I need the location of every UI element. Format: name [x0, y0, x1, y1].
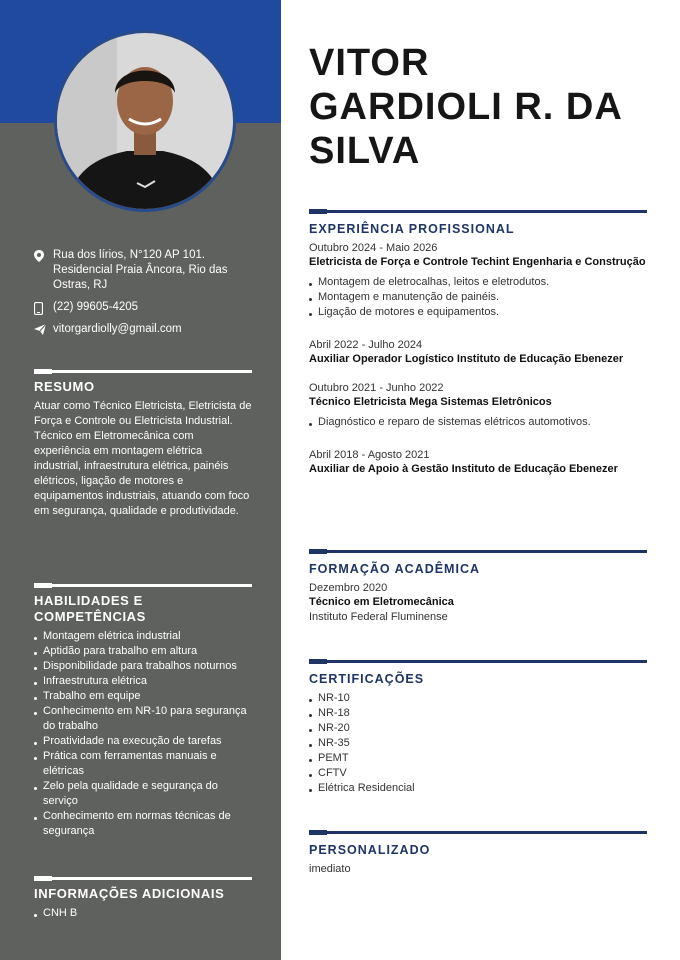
contact-address — [34, 248, 264, 293]
list-item: Trabalho em equipe — [34, 689, 252, 704]
job-bullets — [309, 275, 647, 320]
list-item: Zelo pela qualidade e segurança do serviço — [34, 779, 252, 809]
profile-photo — [54, 30, 236, 212]
job-entry — [309, 338, 647, 367]
candidate-name — [309, 41, 659, 173]
list-item: Conhecimento em normas técnicas de segurança — [34, 809, 252, 839]
experiencia-section — [309, 210, 647, 489]
job-title: Eletricista de Força e Controle Techint Engenharia e Construção — [309, 256, 646, 268]
list-item: NR-20 — [309, 721, 647, 736]
adicionais-section — [34, 877, 252, 921]
experiencia-title: EXPERIÊNCIA PROFISSIONAL — [309, 222, 515, 236]
phone-icon — [34, 300, 53, 315]
list-item: Conhecimento em NR-10 para segurança do trabalho — [34, 704, 252, 734]
resumo-paragraph: Técnico em Eletromecânica com experiência em montagem elétrica industrial, infraestrutura elétrica, painéis elétricos, ligação de motores e equipamentos industriais, atuando com foco em segurança, qualidade e produtividade. — [34, 430, 250, 517]
adicionais-list — [34, 906, 252, 921]
certificacoes-section — [309, 660, 647, 796]
contact-block — [34, 248, 264, 344]
list-item: Elétrica Residencial — [309, 781, 647, 796]
section-divider — [309, 660, 647, 663]
section-divider — [309, 550, 647, 553]
formacao-section — [309, 550, 647, 625]
contact-phone — [34, 300, 264, 315]
list-item: PEMT — [309, 751, 647, 766]
personalizado-section — [309, 831, 647, 877]
job-title: Auxiliar de Apoio à Gestão Instituto de Educação Ebenezer — [309, 463, 618, 475]
job-entry — [309, 241, 647, 320]
list-item: Montagem e manutenção de painéis. — [309, 290, 647, 305]
job-title: Auxiliar Operador Logístico Instituto de Educação Ebenezer — [309, 353, 624, 365]
job-date: Outubro 2024 - Maio 2026 — [309, 242, 438, 254]
formacao-date: Dezembro 2020 — [309, 582, 388, 594]
resumo-paragraph: Atuar como Técnico Eletricista, Eletricista de Força e Controle ou Eletricista Industrial. — [34, 400, 252, 427]
name-line: GARDIOLI R. DA — [309, 86, 623, 128]
resumo-section — [34, 370, 252, 519]
location-pin-icon — [34, 248, 53, 262]
address-text: Rua dos lírios, N°120 AP 101. Residencial Praia Âncora, Rio das Ostras, RJ — [53, 249, 228, 291]
personalizado-title: PERSONALIZADO — [309, 843, 431, 857]
list-item: Proatividade na execução de tarefas — [34, 734, 252, 749]
personalizado-text: imediato — [309, 863, 351, 875]
list-item: NR-18 — [309, 706, 647, 721]
formacao-institution: Instituto Federal Fluminense — [309, 611, 448, 623]
habilidades-section — [34, 584, 252, 839]
list-item: CNH B — [34, 906, 252, 921]
list-item: Montagem de eletrocalhas, leitos e eletrodutos. — [309, 275, 647, 290]
list-item: Diagnóstico e reparo de sistemas elétricos automotivos. — [309, 415, 647, 430]
name-line: SILVA — [309, 130, 421, 172]
list-item: Montagem elétrica industrial — [34, 629, 252, 644]
name-line: VITOR — [309, 42, 430, 84]
send-icon — [34, 322, 53, 335]
email-text: vitorgardiolly@gmail.com — [53, 323, 182, 335]
job-date: Abril 2022 - Julho 2024 — [309, 339, 423, 351]
job-title: Técnico Eletricista Mega Sistemas Eletrônicos — [309, 396, 552, 408]
list-item: Disponibilidade para trabalhos noturnos — [34, 659, 252, 674]
section-divider — [34, 877, 252, 880]
list-item: Ligação de motores e equipamentos. — [309, 305, 647, 320]
section-divider — [309, 831, 647, 834]
section-divider — [309, 210, 647, 213]
certificacoes-list — [309, 691, 647, 796]
list-item: CFTV — [309, 766, 647, 781]
habilidades-list — [34, 629, 252, 839]
phone-text: (22) 99605-4205 — [53, 301, 139, 313]
section-divider — [34, 584, 252, 587]
formacao-title: FORMAÇÃO ACADÊMICA — [309, 562, 480, 576]
job-entry — [309, 448, 647, 477]
adicionais-title: INFORMAÇÕES ADICIONAIS — [34, 886, 225, 901]
job-date: Outubro 2021 - Junho 2022 — [309, 382, 444, 394]
job-bullets — [309, 415, 647, 430]
resumo-title: RESUMO — [34, 379, 95, 394]
list-item: NR-10 — [309, 691, 647, 706]
certificacoes-title: CERTIFICAÇÕES — [309, 672, 425, 686]
list-item: Aptidão para trabalho em altura — [34, 644, 252, 659]
section-divider — [34, 370, 252, 373]
formacao-course: Técnico em Eletromecânica — [309, 596, 454, 608]
job-entry — [309, 381, 647, 430]
job-date: Abril 2018 - Agosto 2021 — [309, 449, 430, 461]
habilidades-title: HABILIDADES E COMPETÊNCIAS — [34, 593, 146, 624]
list-item: NR-35 — [309, 736, 647, 751]
list-item: Infraestrutura elétrica — [34, 674, 252, 689]
list-item: Prática com ferramentas manuais e elétricas — [34, 749, 252, 779]
sidebar — [0, 0, 281, 960]
contact-email — [34, 322, 264, 337]
